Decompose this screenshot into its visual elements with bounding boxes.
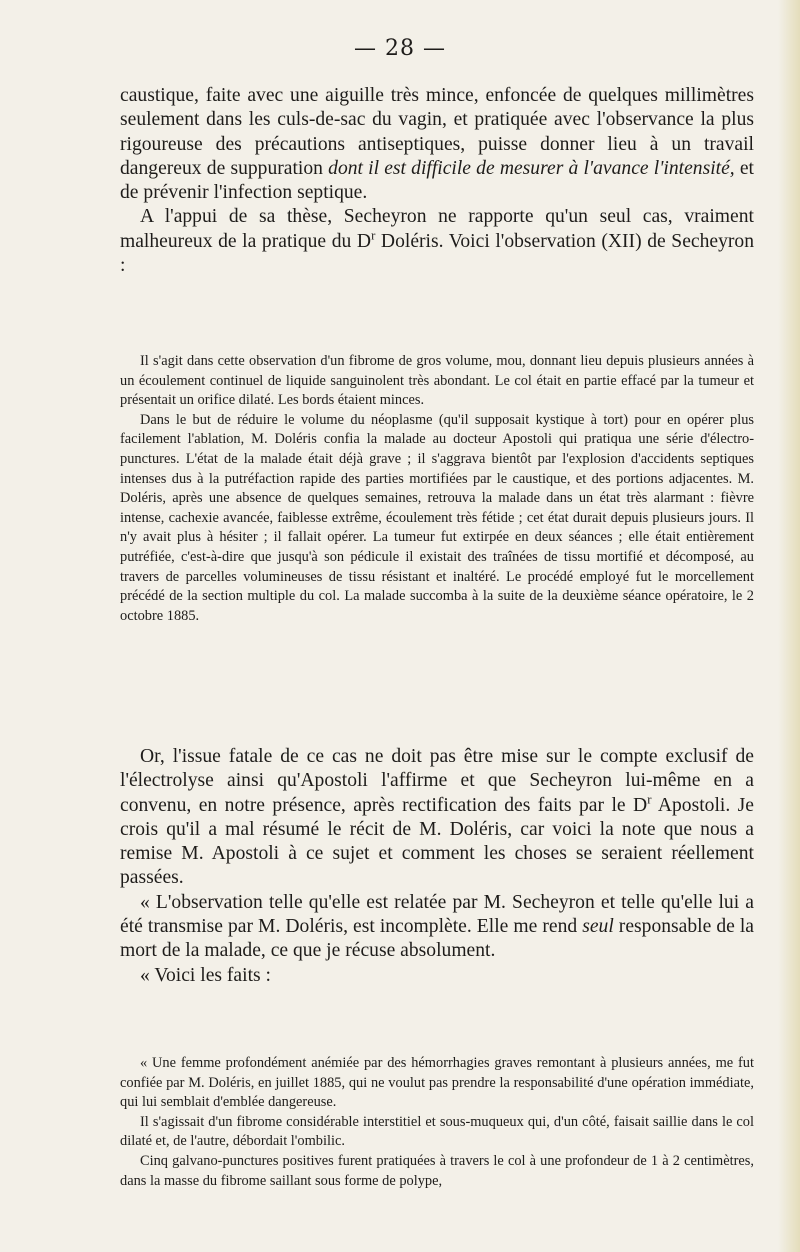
- quote-para-1: « Une femme profondément anémiée par des hémorrhagies graves remontant à plusieurs années, me fut confiée par M. Doléris, en juillet 1885, qui ne voulut pas prendre la responsabilité d'une opération immédiate, qui lui semblait d'emblée dangereuse.: [120, 1055, 754, 1111]
- page-edge-shadow: [778, 0, 800, 1252]
- main-text-block-2: [120, 745, 754, 988]
- main-text-block-1: [120, 84, 754, 278]
- paragraph-these: A l'appui de sa thèse, Secheyron ne rapporte qu'un seul cas, vraiment malheureux de la pratique du $D^r$ Doléris. Voici l'observation (XII) de Secheyron :: [120, 206, 754, 277]
- paragraph-quote-2: « Voici les faits :: [140, 964, 271, 986]
- paragraph-continuation: caustique, faite avec une aiguille très mince, enfoncée de quelques millimètres seulement dans les culs-de-sac du vagin, et pratiquée avec l'observance la plus rigoureuse des précautions antiseptiques, puisse donner lieu à un travail dangereux de suppuration dont il est difficile de mesurer à l'avance l'intensité, et de prévenir l'infection septique.: [120, 85, 755, 204]
- quoted-observation: [120, 1054, 754, 1191]
- paragraph-quote-1: « L'observation telle qu'elle est relatée par M. Secheyron et telle qu'elle lui a été transmise par M. Doléris, est incomplète. Elle me rend seul responsable de la mort de la malade, ce que je récuse absolument.: [120, 891, 754, 962]
- page-number: — 28 —: [354, 36, 446, 61]
- paragraph-issue-fatale: Or, l'issue fatale de ce cas ne doit pas être mise sur le compte exclusif de l'électrolyse ainsi qu'Apostoli l'affirme et que Secheyron lui-même en a convenu, en notre présence, après rectification des faits par le $D^r$ Apostoli. Je crois qu'il a mal résumé le récit de M. Doléris, car voici la note que nous a remise M. Apostoli à ce sujet et comment les choses se seraient réellement passées.: [120, 746, 755, 889]
- obs-para-1: Il s'agit dans cette observation d'un fibrome de gros volume, mou, donnant lieu depuis plusieurs années à un écoulement continuel de liquide sanguinolent très abondant. Le col était en partie effacé par la tumeur et présentait un orifice dilaté. Les bords étaient minces.: [120, 353, 754, 409]
- observation-xii: [120, 352, 754, 626]
- quote-para-2: Il s'agissait d'un fibrome considérable interstitiel et sous-muqueux qui, d'un côté, faisait saillie dans le col dilaté et, de l'autre, débordait l'ombilic.: [120, 1113, 754, 1150]
- obs-para-2: Dans le but de réduire le volume du néoplasme (qu'il supposait kystique à tort) pour en opérer plus facilement l'ablation, M. Doléris confia la malade au docteur Apostoli qui pratiqua une série d'électro-punctures. L'état de la malade était déjà grave ; il s'aggrava bientôt par l'explosion d'accidents septiques intenses dus à la putréfaction rapide des parties mortifiées par le caustique, et des portions adjacentes. M. Doléris, après une absence de quelques semaines, retrouva la malade dans un état très alarmant : fièvre intense, cachexie avancée, faiblesse extrême, écoulement très fétide ; cet état durait depuis plusieurs jours. Il n'y avait plus à hésiter ; il fallait opérer. La tumeur fut extirpée en deux séances ; elle était entièrement putréfiée, c'est-à-dire que jusqu'à son pédicule il existait des traînées de tissu mortifié et décomposé, au travers de parcelles volumineuses de tissu résistant et inaltéré. Le procédé employé fut le morcellement précédé de la section multiple du col. La malade succomba à la suite de la deuxième séance opératoire, le 2 octobre 1885.: [120, 411, 754, 624]
- quote-para-3: Cinq galvano-punctures positives furent pratiquées à travers le col à une profondeur de 1 à 2 centimètres, dans la masse du fibrome saillant sous forme de polype,: [120, 1152, 754, 1189]
